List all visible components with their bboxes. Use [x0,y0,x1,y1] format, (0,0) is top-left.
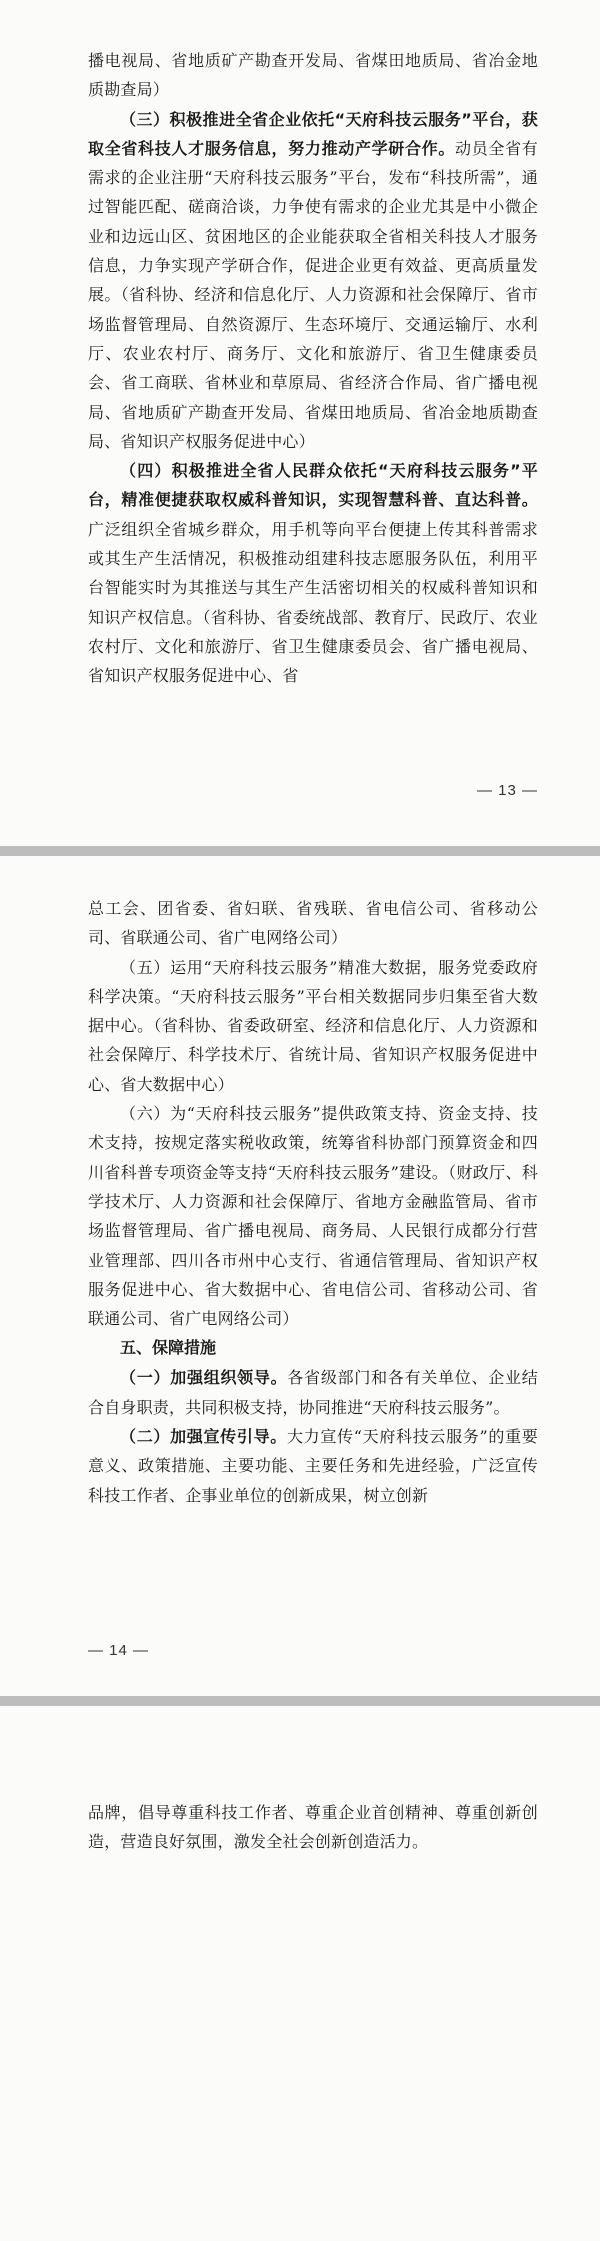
section-4-paragraph [88,456,538,690]
safeguard-2-body: 大力宣传“天府科技云服务”的重要意义、政策措施、主要功能、主要任务和先进经验，广泛宣传科技工作者、企事业单位的创新成果，树立创新 [88,1427,538,1505]
page-number: — 13 — [476,782,538,799]
continuation-paragraph: 品牌，倡导尊重科技工作者、尊重企业首创精神、尊重创新创造，营造良好氛围，激发全社会创新创造活力。 [88,1803,538,1852]
safeguard-2-lead: （二）加强宣传引导。 [120,1427,287,1447]
section-3-paragraph [88,105,538,457]
section-5-paragraph: （五）运用“天府科技云服务”精准大数据，服务党委政府科学决策。“天府科技云服务”平台相关数据同步归集至省大数据中心。（省科协、省委政研室、经济和信息化厅、人力资源和社会保障厅、科学技术厅、省统计局、省知识产权服务促进中心、省大数据中心） [88,957,538,1094]
page-13-content [88,46,538,691]
continuation-paragraph: 播电视局、省地质矿产勘查开发局、省煤田地质局、省冶金地质勘查局） [88,51,538,100]
continuation-paragraph: 总工会、团省委、省妇联、省残联、省电信公司、省移动公司、省联通公司、省广电网络公司） [88,899,538,948]
section-4-lead: （四）积极推进全省人民群众依托“天府科技云服务”平台，精准便捷获取权威科普知识，实现智慧科普、直达科普。 [88,461,538,510]
document-page-14 [0,856,600,1696]
section-3-lead: （三）积极推进全省企业依托“天府科技云服务”平台，获取全省科技人才服务信息，努力推动产学研合作。 [88,109,538,158]
section-6-paragraph: （六）为“天府科技云服务”提供政策支持、资金支持、技术支持，按规定落实税收政策，统筹省科协部门预算资金和四川省科普专项资金等支持“天府科技云服务”建设。（财政厅、科学技术厅、人力资源和社会保障厅、省地方金融监管局、省市场监督管理局、省广播电视局、商务局、人民银行成都分行营业管理部、四川各市州中心支行、省通信管理局、省知识产权服务促进中心、省大数据中心、省电信公司、省移动公司、省联通公司、省广电网络公司） [88,1104,538,1329]
safeguard-1-paragraph [88,1363,538,1422]
page-14-content [88,894,538,1510]
section-3-body: 动员全省有需求的企业注册“天府科技云服务”平台，发布“科技所需”，通过智能匹配、磋商洽谈，力争使有需求的企业尤其是中小微企业和边远山区、贫困地区的企业能获取全省相关科技人才服务信息，力争实现产学研合作，促进企业更有效益、更高质量发展。（省科协、经济和信息化厅、人力资源和社会保障厅、省市场监督管理局、自然资源厅、生态环境厅、交通运输厅、水利厅、农业农村厅、商务厅、文化和旅游厅、省卫生健康委员会、省工商联、省林业和草原局、省经济合作局、省广播电视局、省地质矿产勘查开发局、省煤田地质局、省冶金地质勘查局、省知识产权服务促进中心） [88,138,538,451]
section-4-body: 广泛组织全省城乡群众，用手机等向平台便捷上传其科普需求或其生产生活情况，积极推动组建科技志愿服务队伍，利用平台智能实时为其推送与其生产生活密切相关的权威科普知识和知识产权信息。（省科协、省委统战部、教育厅、民政厅、农业农村厅、文化和旅游厅、省卫生健康委员会、省广播电视局、省知识产权服务促进中心、省 [88,519,538,686]
document-page-13 [0,0,600,846]
page-number: — 14 — [88,1642,150,1659]
safeguard-1-lead: （一）加强组织领导。 [120,1368,288,1388]
page-15-content [88,1798,538,1857]
safeguard-2-paragraph [88,1422,538,1510]
safeguard-1-body: 各省级部门和各有关单位、企业结合自身职责，共同积极支持，协同推进“天府科技云服务”。 [88,1368,538,1417]
section-heading-safeguards: 五、保障措施 [120,1338,217,1358]
document-page-15 [0,1706,600,2241]
